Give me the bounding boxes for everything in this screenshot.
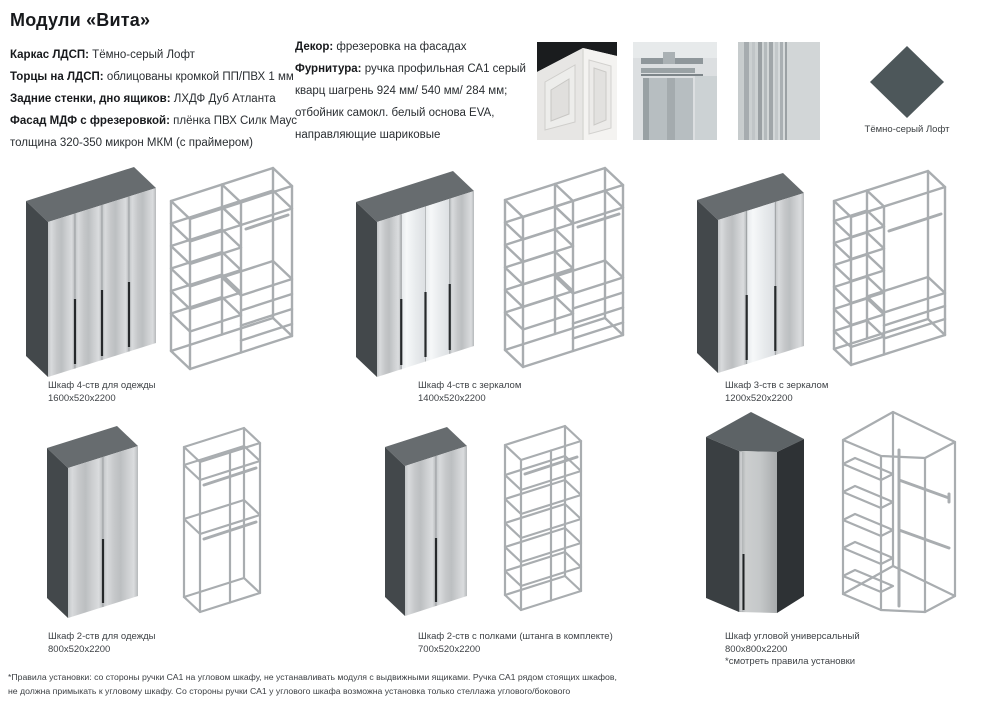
swatch-diamond-icon [852, 44, 962, 120]
product-note: *смотреть правила установки [725, 656, 856, 667]
spec-facade-label: Фасад МДФ с фрезеровкой: [10, 115, 170, 127]
footnote-line-2: не должна примыкать к угловому шкафу. Со стороны ручки СА1 у углового шкафа возможна установка только стеллажа углового/бокового [8, 686, 571, 696]
page-title: Модули «Вита» [10, 10, 151, 30]
specs-left [10, 44, 312, 154]
product-name: Шкаф 4-ств с зеркалом [418, 380, 522, 391]
wardrobe-2door-wireframe [180, 417, 280, 619]
product-name: Шкаф 2-ств с полками (штанга в комплекте) [418, 631, 613, 642]
caption-wardrobe-4door-mirror [418, 380, 688, 405]
product-dimensions: 1200х520х2200 [725, 392, 793, 404]
spec-furniture-label: Фурнитура: [295, 63, 362, 75]
product-name: Шкаф угловой универсальный [725, 631, 860, 642]
wardrobe-2door-shelves-wireframe [501, 414, 601, 618]
specs-middle [295, 36, 527, 146]
spec-backwalls [10, 88, 312, 110]
facade-sample-photo-fluted [738, 42, 820, 140]
product-name: Шкаф 2-ств для одежды [48, 631, 156, 642]
caption-wardrobe-corner [725, 631, 995, 669]
swatch-block [852, 44, 962, 136]
facade-sample-photo-grey-corner [633, 42, 717, 140]
spec-furniture-value: ручка профильная СА1 серый кварц шагрень 924 мм/ 540 мм/ 284 мм; отбойник самокл. белый основа EVA, направляющие шариковые [295, 63, 526, 141]
wardrobe-2door-solid [44, 424, 142, 620]
spec-edges-label: Торцы на ЛДСП: [10, 71, 104, 83]
wardrobe-4door-wireframe [166, 153, 312, 375]
wardrobe-corner-solid [702, 412, 814, 620]
product-dimensions: 1400х520х2200 [418, 392, 486, 404]
spec-decor-label: Декор: [295, 41, 334, 53]
wardrobe-4door-mirror-wireframe [501, 153, 643, 375]
caption-wardrobe-2door [48, 631, 318, 656]
spec-carcass [10, 44, 312, 66]
wardrobe-4door-solid [20, 165, 168, 379]
spec-backwalls-value: ЛХДФ Дуб Атланта [170, 93, 276, 105]
spec-backwalls-label: Задние стенки, дно ящиков: [10, 93, 171, 105]
product-dimensions: 800х800х2200 [725, 643, 788, 655]
wardrobe-3door-mirror-wireframe [829, 157, 963, 371]
product-dimensions: 700х520х2200 [418, 643, 481, 655]
facade-sample-photo-classic [537, 42, 617, 140]
spec-decor-value: фрезеровка на фасадах [333, 41, 467, 53]
wardrobe-3door-mirror-solid [694, 170, 814, 378]
product-name: Шкаф 3-ств с зеркалом [725, 380, 829, 391]
wardrobe-4door-mirror-solid [352, 167, 484, 379]
product-name: Шкаф 4-ств для одежды [48, 380, 156, 391]
spec-decor [295, 36, 527, 58]
caption-wardrobe-2door-shelves [418, 631, 688, 656]
footnote-line-1: *Правила установки: со стороны ручки СА1 на угловом шкафу, не устанавливать модуля с выдвижными ящиками. Ручка СА1 рядом стоящих шкафов, [8, 672, 617, 682]
spec-facade-value: плёнка ПВХ Силк Маус толщина 320-350 микрон МКМ (с праймером) [10, 115, 298, 149]
product-dimensions: 1600х520х2200 [48, 392, 116, 404]
caption-wardrobe-3door-mirror [725, 380, 995, 405]
spec-edges [10, 66, 312, 88]
wardrobe-corner-wireframe [837, 410, 967, 628]
spec-facade [10, 110, 312, 154]
spec-carcass-value: Тёмно-серый Лофт [88, 49, 195, 61]
caption-wardrobe-4door [48, 380, 318, 405]
product-dimensions: 800х520х2200 [48, 643, 111, 655]
wardrobe-2door-shelves-solid [382, 424, 470, 620]
spec-carcass-label: Каркас ЛДСП: [10, 49, 89, 61]
installation-rules-footnote [8, 670, 648, 698]
spec-edges-value: облицованы кромкой ПП/ПВХ 1 мм [103, 71, 294, 83]
spec-furniture [295, 58, 527, 146]
swatch-label: Тёмно-серый Лофт [864, 124, 950, 135]
